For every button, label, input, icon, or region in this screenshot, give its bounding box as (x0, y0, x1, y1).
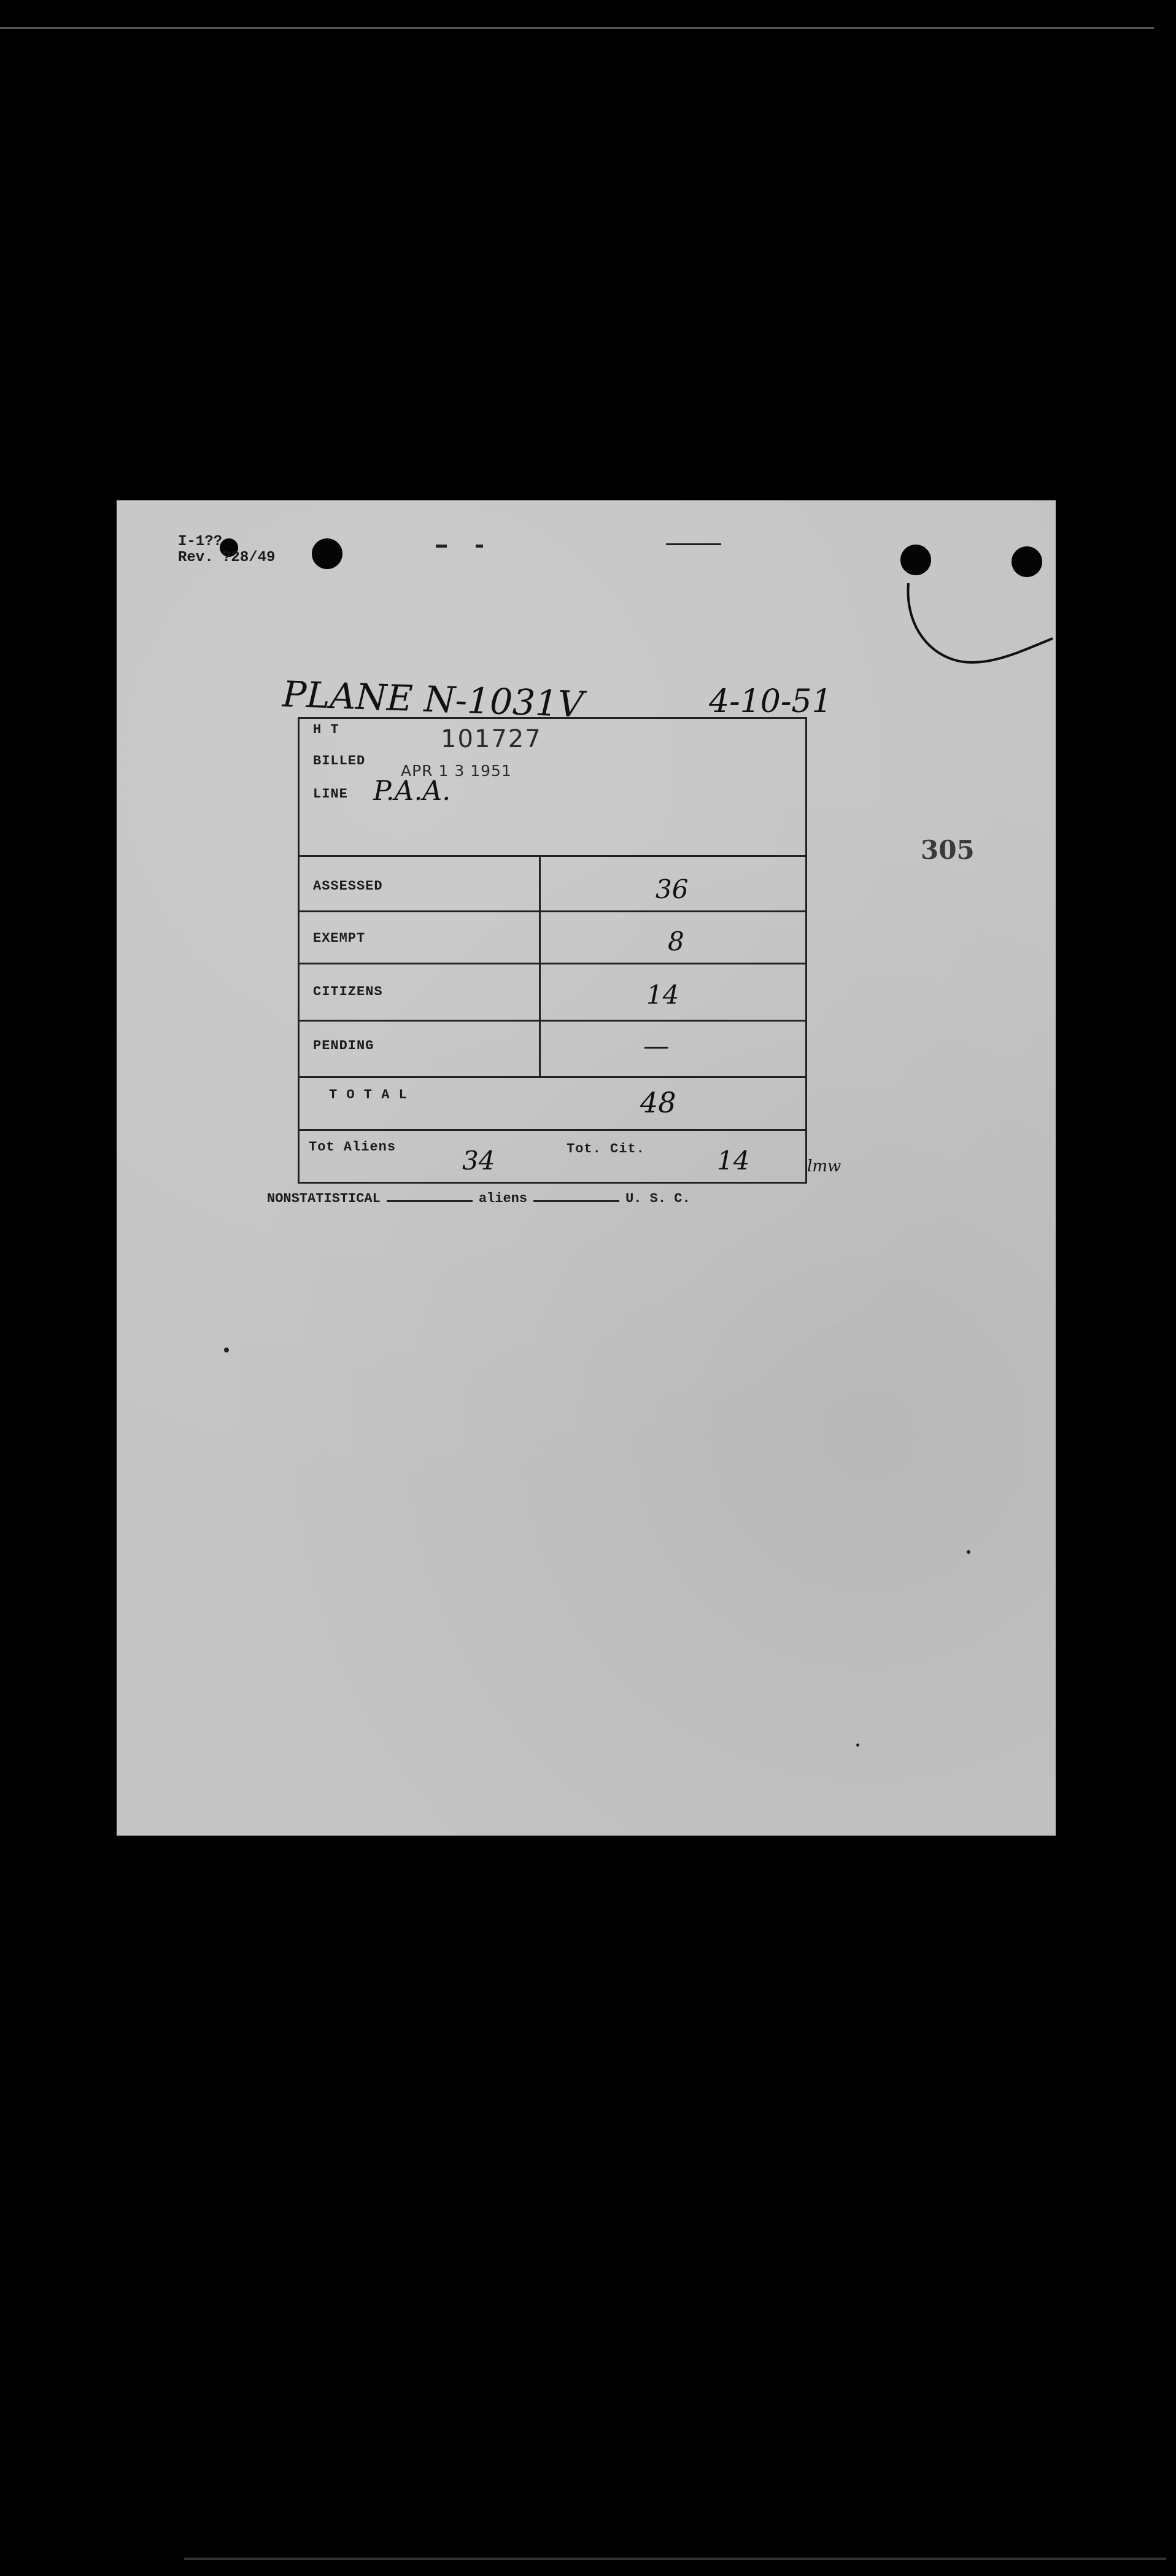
document-sheet (117, 500, 1056, 1836)
form-code: I-1?? Rev. ?28/49 (178, 533, 276, 566)
form-table (298, 717, 807, 1184)
pen-curve-mark (905, 583, 1056, 681)
total-value: 48 (640, 1086, 676, 1119)
top-dash-mark (436, 545, 447, 548)
speck (856, 1744, 859, 1747)
punch-hole-right-2 (1012, 546, 1042, 577)
scan-top-rule (0, 27, 1154, 29)
clerk-initials: lmw (807, 1157, 841, 1176)
speck (224, 1348, 229, 1352)
aliens-blank (533, 1200, 619, 1202)
scan-bottom-rule (184, 2558, 1166, 2560)
tot-aliens-label: Tot Aliens (309, 1139, 397, 1155)
stamp-number: 101727 (441, 725, 542, 753)
line-label: LINE (313, 786, 348, 802)
row-value-assessed: 36 (656, 874, 689, 904)
speck (967, 1550, 970, 1554)
page-number: 305 (921, 835, 975, 865)
nonstatistical-blank (387, 1200, 473, 1202)
tot-aliens-value: 34 (462, 1146, 495, 1176)
tot-cit-value: 14 (717, 1146, 750, 1176)
punch-hole-right-1 (900, 545, 931, 575)
row-label-exempt: EXEMPT (313, 931, 366, 946)
row-label-assessed: ASSESSED (313, 879, 383, 894)
row-value-pending: — (643, 1031, 669, 1061)
row-label-citizens: CITIZENS (313, 984, 383, 999)
column-divider (539, 855, 541, 1077)
total-label: T O T A L (329, 1087, 408, 1103)
punch-hole-left (312, 538, 342, 569)
total-divider (300, 1129, 805, 1131)
nonstatistical-label: NONSTATISTICAL (267, 1191, 381, 1206)
row-divider (300, 1020, 805, 1022)
stamp-date: APR 1 3 1951 (401, 762, 512, 780)
row-value-exempt: 8 (668, 926, 684, 956)
aliens-label: aliens (478, 1191, 528, 1206)
nonstatistical-line (267, 1191, 691, 1206)
billed-label: BILLED (313, 753, 366, 769)
row-divider (300, 910, 805, 912)
row-value-citizens: 14 (646, 980, 679, 1010)
row-divider (300, 963, 805, 964)
usc-label: U. S. C. (625, 1191, 691, 1206)
top-dash-mark (666, 543, 721, 545)
line-value: P.A.A. (373, 775, 451, 807)
plane-number: PLANE N-1031V (281, 673, 584, 726)
top-dash-mark (476, 545, 483, 548)
row-label-pending: PENDING (313, 1038, 374, 1053)
row-divider (300, 1076, 805, 1078)
header-divider (300, 855, 805, 857)
handwritten-date: 4-10-51 (709, 683, 832, 720)
tot-cit-label: Tot. Cit. (567, 1141, 645, 1157)
ht-label: H T (313, 722, 339, 737)
